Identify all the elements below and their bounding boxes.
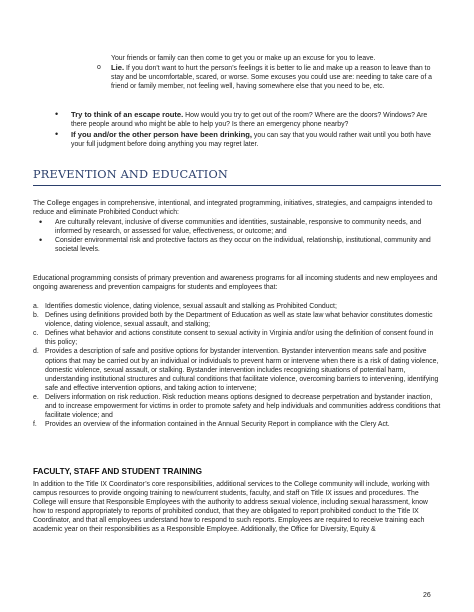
prevention-intro-paragraph: The College engages in comprehensive, intentional, and integrated programming, initiatives, strategies, and campaigns intended to reduce and eliminate Prohibited Conduct which: [33, 200, 433, 217]
list-item [33, 329, 441, 347]
lie-paragraph [111, 63, 439, 91]
training-heading: FACULTY, STAFF AND STUDENT TRAINING [33, 467, 203, 476]
training-paragraph: In addition to the Title IX Coordinator’s core responsibilities, additional services to the College community will include, working with campus resources to provide ongoing training to new/current students, faculty, and staff on Title IX issues and procedures. The College will ensure that Responsible Employees with the authority to address sexual violence, including sexual harassment, know how to respond appropriately to reports of prohibited conduct, that they are obligated to report prohibited conduct to the Title IX Coordinator, and that all employees understand how to respond to such reports. Employees are required to receive training each academic year on their responsibilities as a Responsible Employee. Additionally, the Office for Diversity, Equity & [33, 481, 430, 534]
bullet-drinking [55, 130, 441, 149]
prevention-bullet-text: Are culturally relevant, inclusive of diverse communities and identities, sustainable, responsive to community needs, and informed by research, or assessed for value, effectiveness, or outcome; and [55, 219, 422, 236]
intro-first-line: Your friends or family can then come to get you or make up an excuse for you to leave. [111, 55, 376, 62]
lie-item [97, 63, 439, 91]
list-item [33, 393, 441, 420]
list-marker: a. [33, 303, 39, 310]
list-item [33, 311, 441, 329]
list-marker: d. [33, 348, 39, 356]
prevention-bullet [39, 218, 441, 236]
prevention-bullets [39, 218, 441, 254]
page-number: 26 [423, 592, 431, 599]
prevention-bullet-text: Consider environmental risk and protective factors as they occur on the individual, relationship, institutional, community and societal levels. [55, 237, 431, 254]
list-item-text: Provides a description of safe and positive options for bystander intervention. Bystander intervention means safe and positive options that may be carried out by an individual or individuals to prevent harm or intervene when there is a risk of dating violence, domestic violence, sexual assault, or stalking. Bystander intervention includes recognizing situations of potential harm, understanding institutional structures and cultural conditions that facilitate violence, overcoming barriers to intervening, identifying safe and effective intervention options, and taking action to intervene; [45, 348, 439, 392]
safety-bullets [55, 110, 441, 149]
bullet-marker: • [55, 109, 59, 119]
list-marker: e. [33, 393, 39, 401]
bullet-marker: • [39, 217, 43, 227]
lie-text: If you don’t want to hurt the person’s feelings it is better to lie and make up a reason to leave than to stay and be uncomfortable, scared, or worse. Some excuses you could use are: needing to take care of a friend or family member, not feeling well, having somewhere else that you need to be, etc. [111, 65, 432, 91]
bullet-label: If you and/or the other person have been drinking, [71, 130, 253, 140]
list-marker: c. [33, 330, 39, 338]
bullet-label: Try to think of an escape route. [71, 110, 184, 119]
list-item-text: Delivers information on risk reduction. Risk reduction means options designed to decrease perpetration and bystander inaction, and to increase empowerment for victims in order to promote safety and help individuals and communities address conditions that facilitate violence; and [45, 393, 441, 420]
list-marker: b. [33, 312, 39, 320]
bullet-body: How would you try to get out of the room? Where are the doors? Windows? Are there people around who might be able to help you? Is there an emergency phone nearby? [71, 112, 428, 129]
bullet-escape-route [55, 110, 441, 129]
bullet-drinking-text [71, 130, 441, 149]
prevention-bullet [39, 236, 441, 254]
bullet-body: you can say that you would rather wait until you both have your full judgment before doing anything you may regret later. [71, 132, 431, 149]
list-item-text: Provides an overview of the information contained in the Annual Security Report in compliance with the Clery Act. [45, 421, 390, 429]
lie-label: Lie. [111, 63, 125, 73]
lettered-list [33, 302, 441, 429]
bullet-marker: • [55, 129, 59, 140]
list-item-text: Defines using definitions provided both by the Department of Education as well as state law what behavior constitutes domestic violence, dating violence, sexual assault, and stalking; [45, 312, 433, 329]
section-heading: PREVENTION AND EDUCATION [33, 168, 229, 181]
list-item [33, 302, 441, 311]
list-item [33, 420, 441, 429]
list-item-text: Identifies domestic violence, dating violence, sexual assault and stalking as Prohibited Conduct; [45, 303, 337, 310]
bullet-escape-route-text [71, 110, 441, 129]
heading-rule [33, 185, 441, 186]
list-item-text: Defines what behavior and actions constitute consent to sexual activity in Virginia and/or using the definition of consent found in this policy; [45, 330, 434, 347]
list-item [33, 347, 441, 392]
sub-bullet-marker: o [97, 64, 101, 72]
list-marker: f. [33, 421, 37, 429]
bullet-marker: • [39, 235, 43, 246]
intro-sublist [97, 54, 439, 91]
education-paragraph: Educational programming consists of primary prevention and awareness programs for all incoming students and new employees and ongoing awareness and prevention campaigns for students and employees that: [33, 275, 438, 292]
